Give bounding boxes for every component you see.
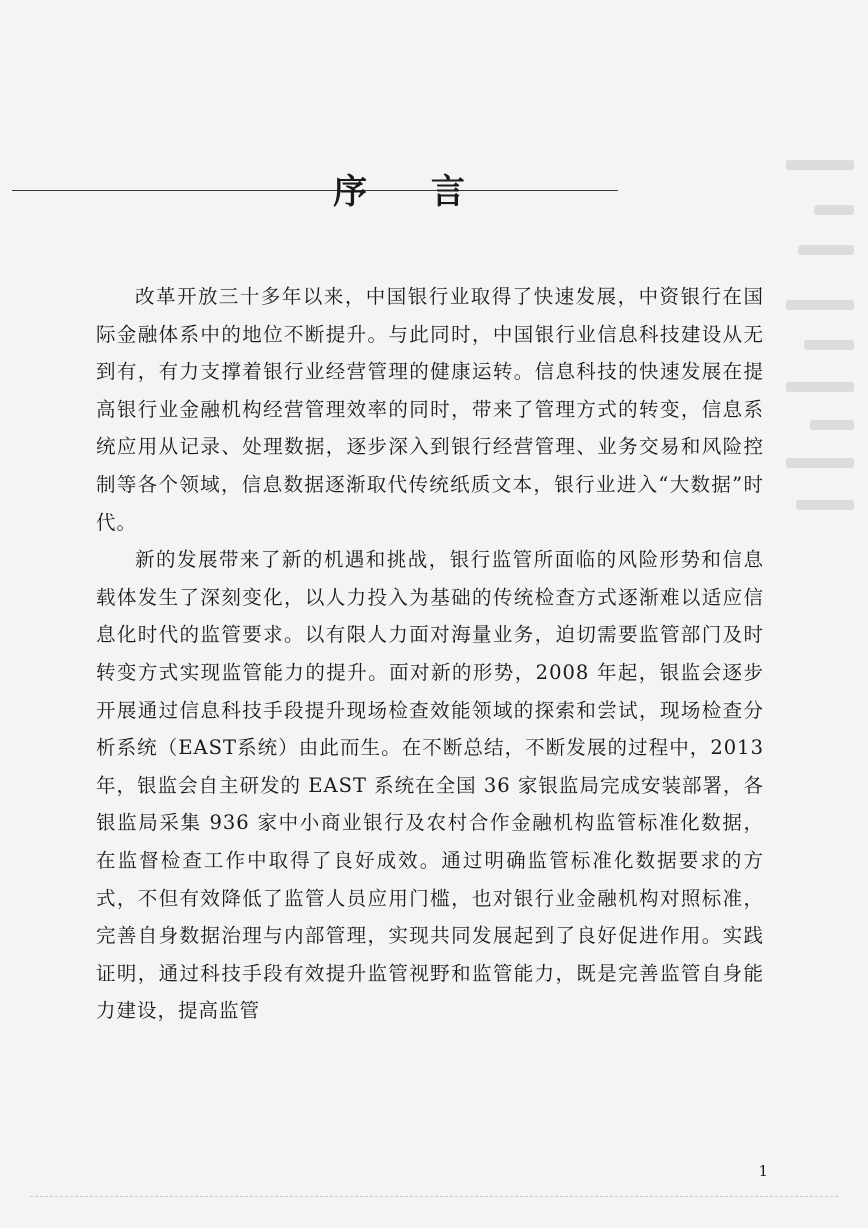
bleed-through-mark [810,420,854,430]
bleed-through-mark [804,340,854,350]
bleed-through-mark [796,500,854,510]
bleed-through-mark [786,300,854,310]
footer-rule [30,1196,838,1197]
paragraph-2: 新的发展带来了新的机遇和挑战，银行监管所面临的风险形势和信息载体发生了深刻变化，以人力投入为基础的传统检查方式逐渐难以适应信息化时代的监管要求。以有限人力面对海量业务，迫切需要监管部门及时转变方式实现监管能力的提升。面对新的形势，2008 年起，银监会逐步开展通过信息科技手段提升现场检查效能领域的探索和尝试，现场检查分析系统（EAST系统）由此而生。在不断总结，不断发展的过程中，2013 年，银监会自主研发的 EAST 系统在全国 36 家银监局完成安装部署，各银监局采集 936 家中小商业银行及农村合作金融机构监管标准化数据，在监督检查工作中取得了良好成效。通过明确监管标准化数据要求的方式，不但有效降低了监管人员应用门槛，也对银行业金融机构对照标准，完善自身数据治理与内部管理，实现共同发展起到了良好促进作用。实践证明，通过科技手段有效提升监管视野和监管能力，既是完善监管自身能力建设，提高监管 [96,548,764,1023]
bleed-through-mark [786,458,854,468]
paragraph-1: 改革开放三十多年以来，中国银行业取得了快速发展，中资银行在国际金融体系中的地位不断提升。与此同时，中国银行业信息科技建设从无到有，有力支撑着银行业经营管理的健康运转。信息科技的快速发展在提高银行业金融机构经营管理效率的同时，带来了管理方式的转变，信息系统应用从记录、处理数据，逐步深入到银行经营管理、业务交易和风险控制等各个领域，信息数据逐渐取代传统纸质文本，银行业进入“大数据”时代。 [96,285,764,534]
bleed-through-mark [814,205,854,215]
bleed-through-mark [786,160,854,170]
page-number: 1 [758,1162,768,1180]
bleed-through-mark [786,382,854,392]
body-text [96,278,764,1030]
bleed-through-mark [798,245,854,255]
page-title: 序 言 [333,172,491,212]
